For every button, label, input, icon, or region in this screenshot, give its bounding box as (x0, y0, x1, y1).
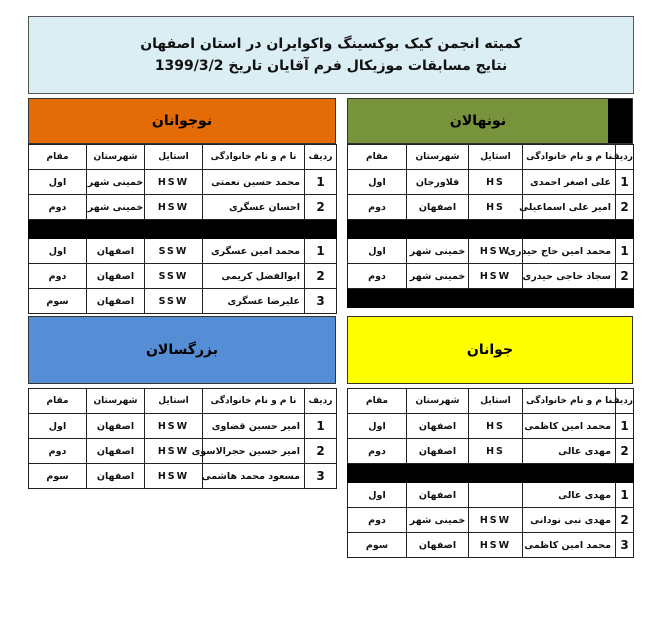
table-row: 1 مهدی عالی اصفهان اول (348, 483, 634, 508)
separator-row (29, 220, 337, 239)
table-row: 2 امیر علی اسماعیلی HS اصفهان دوم (348, 195, 634, 220)
header-radif: ردیف (616, 389, 634, 414)
header-rank: مقام (29, 389, 87, 414)
nonahalan-table (347, 144, 634, 308)
header-city: شهرستان (407, 145, 469, 170)
header-style: استایل (145, 389, 203, 414)
nojavanan-label: نوجوانان (151, 113, 213, 129)
header-city: شهرستان (407, 389, 469, 414)
header-rank: مقام (348, 145, 407, 170)
header-rank: مقام (29, 145, 87, 170)
header-name: نا م و نام خانوادگی (203, 389, 305, 414)
table-row: 1 محمد امین حاج حیدری HSW خمینی شهر اول (348, 239, 634, 264)
header-radif: ردیف (305, 145, 337, 170)
header-name: نا م و نام خانوادگی (203, 145, 305, 170)
separator-row (348, 289, 634, 308)
table-row: 1 محمد امین کاظمی HS اصفهان اول (348, 414, 634, 439)
header-city: شهرستان (87, 389, 145, 414)
header-style: استایل (145, 145, 203, 170)
header-name: نا م و نام خانوادگی (523, 389, 616, 414)
table-row: 1 محمد حسین نعمتی HSW خمینی شهر اول (29, 170, 337, 195)
nonahalan-band-marker (608, 99, 632, 143)
table-row: 2 احسان عسگری HSW خمینی شهر دوم (29, 195, 337, 220)
header-radif: ردیف (616, 145, 634, 170)
separator-row (348, 220, 634, 239)
table-row: 2 امیر حسین حجرالاسوی HSW اصفهان دوم (29, 439, 337, 464)
table-row: 3 علیرضا عسگری SSW اصفهان سوم (29, 289, 337, 314)
title-line-1: کمیته انجمن کیک بوکسینگ واکوایران در استان اصفهان (140, 36, 522, 52)
left-separator (0, 98, 28, 148)
separator-row (348, 464, 634, 483)
bozorgsalan-table (28, 388, 337, 489)
nonahalan-band (347, 98, 633, 144)
javanan-label: جوانان (466, 342, 514, 358)
table-header-row (348, 389, 634, 414)
javanan-table (347, 388, 634, 558)
table-header-row (29, 389, 337, 414)
header-style: استایل (469, 145, 523, 170)
header-rank: مقام (348, 389, 407, 414)
table-row: 1 امیر حسین قضاوی HSW اصفهان اول (29, 414, 337, 439)
title-line-2: نتایج مسابقات موزیکال فرم آقایان تاریخ 1399/3/2 (154, 58, 508, 74)
nojavanan-table (28, 144, 337, 314)
table-row: 1 علی اصغر احمدی HS فلاورجان اول (348, 170, 634, 195)
table-row: 1 محمد امین عسگری SSW اصفهان اول (29, 239, 337, 264)
table-row: 3 محمد امین کاظمی HSW اصفهان سوم (348, 533, 634, 558)
table-row: 2 مهدی عالی HS اصفهان دوم (348, 439, 634, 464)
table-header-row (29, 145, 337, 170)
header-name: نا م و نام خانوادگی (523, 145, 616, 170)
header-style: استایل (469, 389, 523, 414)
nonahalan-label: نونهالان (449, 113, 507, 129)
bozorgsalan-label: بزرگسالان (145, 342, 219, 358)
table-row: 2 مهدی نبی نودانی HSW خمینی شهر دوم (348, 508, 634, 533)
table-row: 3 مسعود محمد هاشمی HSW اصفهان سوم (29, 464, 337, 489)
title-box (28, 16, 634, 94)
table-header-row (348, 145, 634, 170)
table-row: 2 سجاد حاجی حیدری HSW خمینی شهر دوم (348, 264, 634, 289)
table-row: 2 ابوالفضل کریمی SSW اصفهان دوم (29, 264, 337, 289)
nojavanan-band (28, 98, 336, 144)
bozorgsalan-band (28, 316, 336, 384)
header-radif: ردیف (305, 389, 337, 414)
header-city: شهرستان (87, 145, 145, 170)
javanan-band (347, 316, 633, 384)
